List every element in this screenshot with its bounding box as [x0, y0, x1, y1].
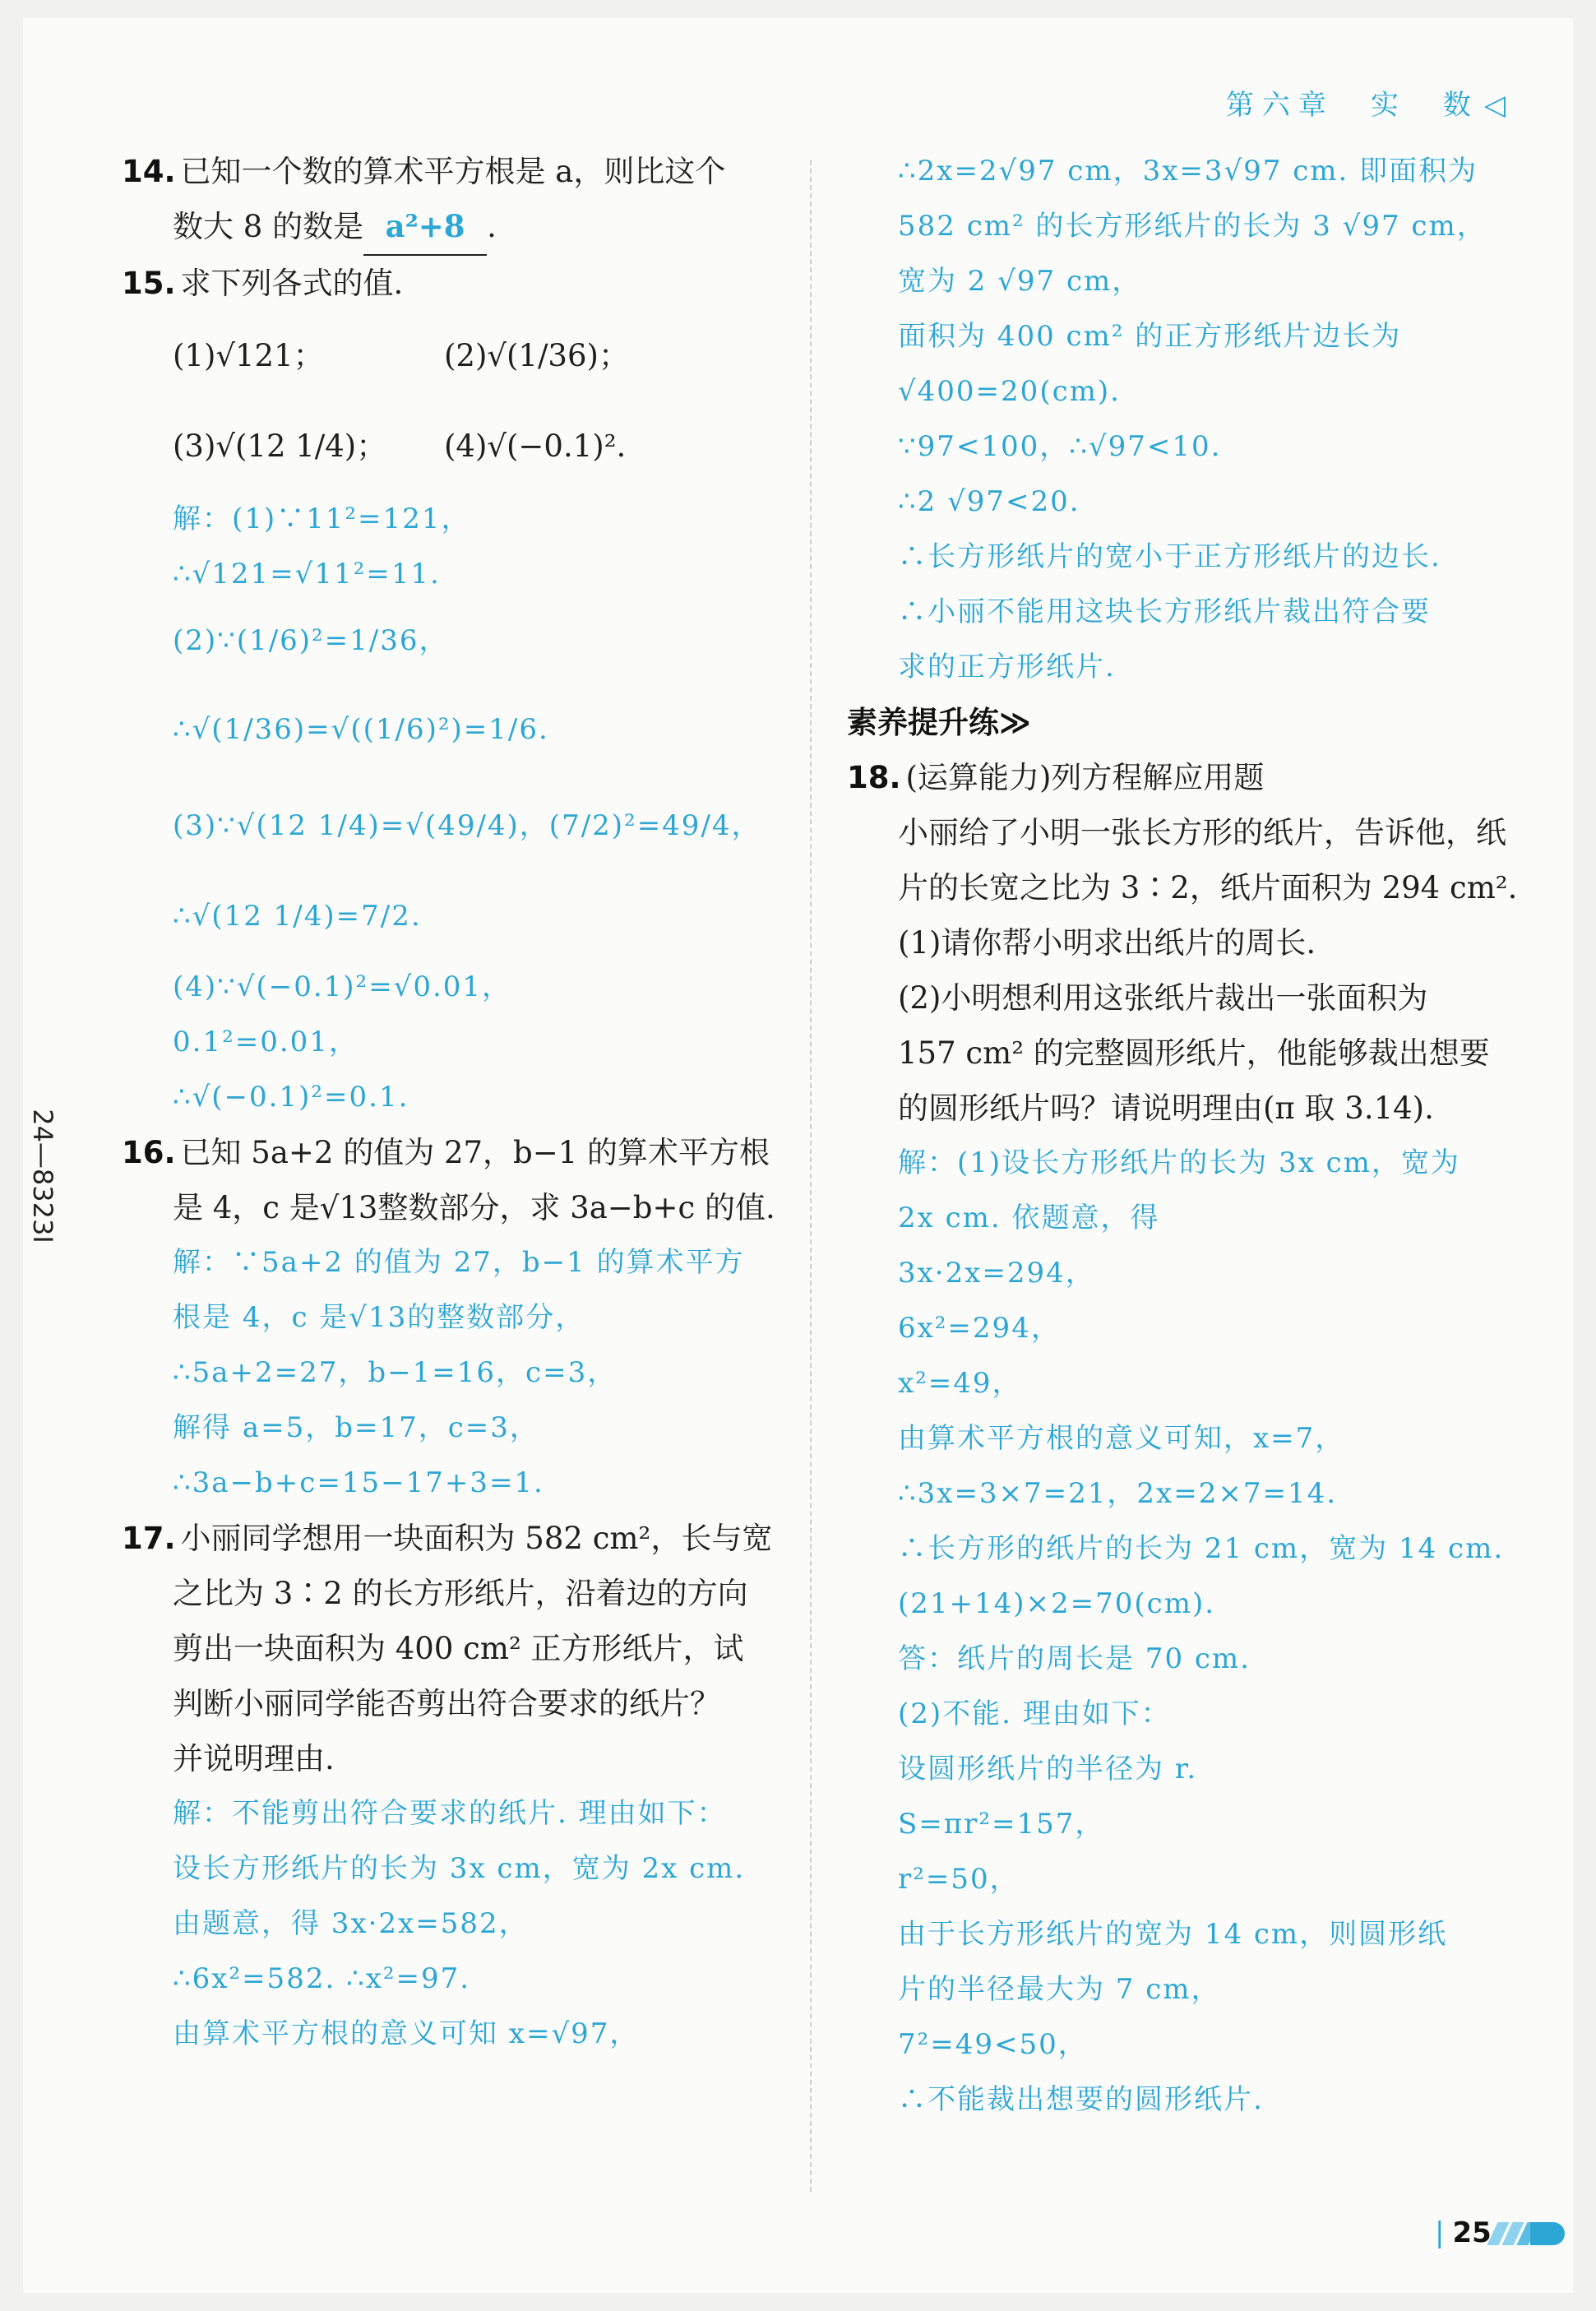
q18-sol-13: r²=50， [898, 1863, 1020, 1896]
side-code-text: 24—8323Ⅰ [27, 1109, 58, 1243]
q18-line2: (1)请你帮小明求出纸片的周长. [898, 925, 1316, 961]
q18-line3: (2)小明想利用这张纸片裁出一张面积为 [898, 980, 1428, 1016]
q14-answer-blank: a²+8 [363, 199, 487, 256]
q15-sol-2: (2)∵(1/6)²=1/36， [173, 624, 449, 657]
q15-sol-7: 0.1²=0.01， [173, 1026, 359, 1058]
q14-line2 [122, 199, 779, 256]
q17-sol-1: 设长方形纸片的长为 3x cm，宽为 2x cm. [173, 1852, 746, 1885]
q17-sol-3: ∴6x²=582. ∴x²=97. [173, 1962, 471, 1995]
q17-cont-6: ∴2 √97<20. [898, 485, 1080, 518]
q18-sol-12: S=πr²=157， [898, 1808, 1105, 1841]
q18-sol-1: 2x cm. 依题意，得 [898, 1202, 1160, 1234]
q15-sol-4: (3)∵√(12 1/4)=√(49/4)，(7/2)²=49/4， [173, 809, 761, 842]
q16-line1 [122, 1125, 779, 1180]
q17-line4: 并说明理由. [173, 1741, 335, 1776]
q15-sol-1: ∴√121=√11²=11. [173, 558, 441, 590]
q17-sol-2: 由题意，得 3x·2x=582， [173, 1907, 529, 1940]
q17-sol-4: 由算术平方根的意义可知 x=√97， [173, 2017, 640, 2050]
left-column [122, 144, 779, 2062]
q17-text0: 小丽同学想用一块面积为 582 cm²，长与宽 [180, 1521, 773, 1556]
q16-line2: 是 4，c 是√13整数部分，求 3a−b+c 的值. [173, 1190, 775, 1225]
q18-number: 18. [847, 760, 901, 795]
q17-line0 [122, 1511, 779, 1566]
q18-line1: 片的长宽之比为 3∶2，纸片面积为 294 cm². [898, 870, 1518, 905]
q17-cont-4: √400=20(cm). [898, 375, 1121, 408]
q18-sol-16: 7²=49<50， [898, 2028, 1088, 2061]
q17-number: 17. [122, 1521, 176, 1556]
q18-sol-2: 3x·2x=294， [898, 1257, 1095, 1290]
column-divider [810, 160, 812, 2192]
q18-sol-6: ∴3x=3×7=21，2x=2×7=14. [898, 1477, 1338, 1510]
q15-parts-row2 [122, 401, 779, 492]
q18-sol-14: 由于长方形纸片的宽为 14 cm，则圆形纸 [898, 1918, 1448, 1951]
q18-sol-8: (21+14)×2=70(cm). [898, 1587, 1216, 1620]
q15-part4: (4)√(−0.1)². [444, 428, 627, 464]
chapter-title: 第六章 实 数 [1225, 89, 1479, 122]
q14-text2: 数大 8 的数是 [173, 209, 364, 244]
q18-sol-0: 解：(1)设长方形纸片的长为 3x cm，宽为 [898, 1146, 1460, 1179]
q16-sol-0: 解：∵5a+2 的值为 27，b−1 的算术平方 [173, 1246, 745, 1279]
q15-sol-6: (4)∵√(−0.1)²=√0.01， [173, 970, 512, 1003]
q17-line2: 剪出一块面积为 400 cm² 正方形纸片，试 [173, 1631, 744, 1666]
q18-sol-17: ∴不能裁出想要的圆形纸片. [898, 2083, 1264, 2116]
q14-period: . [487, 209, 497, 244]
q14-text: 已知一个数的算术平方根是 a，则比这个 [180, 154, 726, 189]
q17-cont-3: 面积为 400 cm² 的正方形纸片边长为 [898, 320, 1402, 353]
q16-sol-4: ∴3a−b+c=15−17+3=1. [173, 1466, 544, 1499]
q16-sol-2: ∴5a+2=27，b−1=16，c=3， [173, 1356, 618, 1389]
q14-line1 [122, 144, 779, 199]
page-number: 25 [1452, 2216, 1492, 2249]
q16-sol-1: 根是 4，c 是√13的整数部分， [173, 1301, 585, 1334]
q18-sol-4: x²=49， [898, 1367, 1022, 1400]
q15-title-line [122, 256, 779, 311]
q17-cont-8: ∴小丽不能用这块长方形纸片裁出符合要 [898, 595, 1431, 628]
chapter-marker-icon: ◁ [1483, 89, 1506, 122]
right-column [847, 144, 1518, 2128]
q18-sol-3: 6x²=294， [898, 1312, 1061, 1345]
q17-cont-9: 求的正方形纸片. [898, 651, 1116, 683]
q18-line4: 157 cm² 的完整圆形纸片，他能够裁出想要 [898, 1035, 1490, 1071]
q16-number: 16. [122, 1135, 176, 1170]
q17-line3: 判断小丽同学能否剪出符合要求的纸片？ [173, 1686, 720, 1721]
q18-sol-10: (2)不能. 理由如下： [898, 1697, 1171, 1730]
q16-sol-3: 解得 a=5，b=17，c=3， [173, 1411, 539, 1444]
q15-number: 15. [122, 266, 176, 301]
q18-tag: (运算能力)列方程解应用题 [905, 760, 1265, 795]
chapter-header [1226, 82, 1506, 123]
q18-sol-9: 答：纸片的周长是 70 cm. [898, 1642, 1251, 1675]
side-code [18, 1090, 67, 1262]
q18-header [847, 750, 1505, 805]
q14-number: 14. [122, 154, 176, 189]
q18-sol-7: ∴长方形的纸片的长为 21 cm，宽为 14 cm. [898, 1532, 1505, 1565]
q17-cont-7: ∴长方形纸片的宽小于正方形纸片的边长. [898, 540, 1441, 573]
q18-line5: 的圆形纸片吗？请说明理由(π 取 3.14). [898, 1091, 1434, 1126]
q18-sol-15: 片的半径最大为 7 cm， [898, 1973, 1221, 2006]
q15-sol-0: 解：(1)∵11²=121， [173, 502, 471, 535]
footer-bar: | [1435, 2216, 1445, 2249]
q15-sol-8: ∴√(−0.1)²=0.1. [173, 1081, 409, 1114]
q17-sol-0: 解：不能剪出符合要求的纸片. 理由如下： [173, 1797, 727, 1830]
q15-sol-3: ∴√(1/36)=√((1/6)²)=1/6. [173, 713, 549, 746]
q18-sol-11: 设圆形纸片的半径为 r. [898, 1753, 1198, 1785]
q17-cont-1: 582 cm² 的长方形纸片的长为 3 √97 cm， [898, 210, 1487, 243]
q18-sol-5: 由算术平方根的意义可知，x=7， [898, 1422, 1345, 1455]
q15-title: 求下列各式的值. [180, 266, 404, 301]
q15-part2: (2)√(1/36)； [444, 338, 629, 373]
q17-cont-0: ∴2x=2√97 cm，3x=3√97 cm. 即面积为 [898, 155, 1478, 188]
q16-text1: 已知 5a+2 的值为 27，b−1 的算术平方根 [180, 1135, 770, 1170]
q18-line0: 小丽给了小明一张长方形的纸片，告诉他，纸 [898, 815, 1506, 850]
q15-sol-5: ∴√(12 1/4)=7/2. [173, 900, 422, 933]
section-heading: 素养提升练≫ [847, 705, 1031, 740]
q15-parts-row1 [122, 311, 779, 401]
footer-stripes-icon [1492, 2222, 1566, 2245]
page-footer [1435, 2216, 1492, 2249]
q17-cont-5: ∵97<100，∴√97<10. [898, 430, 1222, 463]
q15-part3: (3)√(12 1/4)； [173, 428, 387, 464]
q15-part1: (1)√121； [173, 338, 324, 373]
q17-line1: 之比为 3∶2 的长方形纸片，沿着边的方向 [173, 1576, 748, 1611]
q17-cont-2: 宽为 2 √97 cm， [898, 265, 1142, 298]
